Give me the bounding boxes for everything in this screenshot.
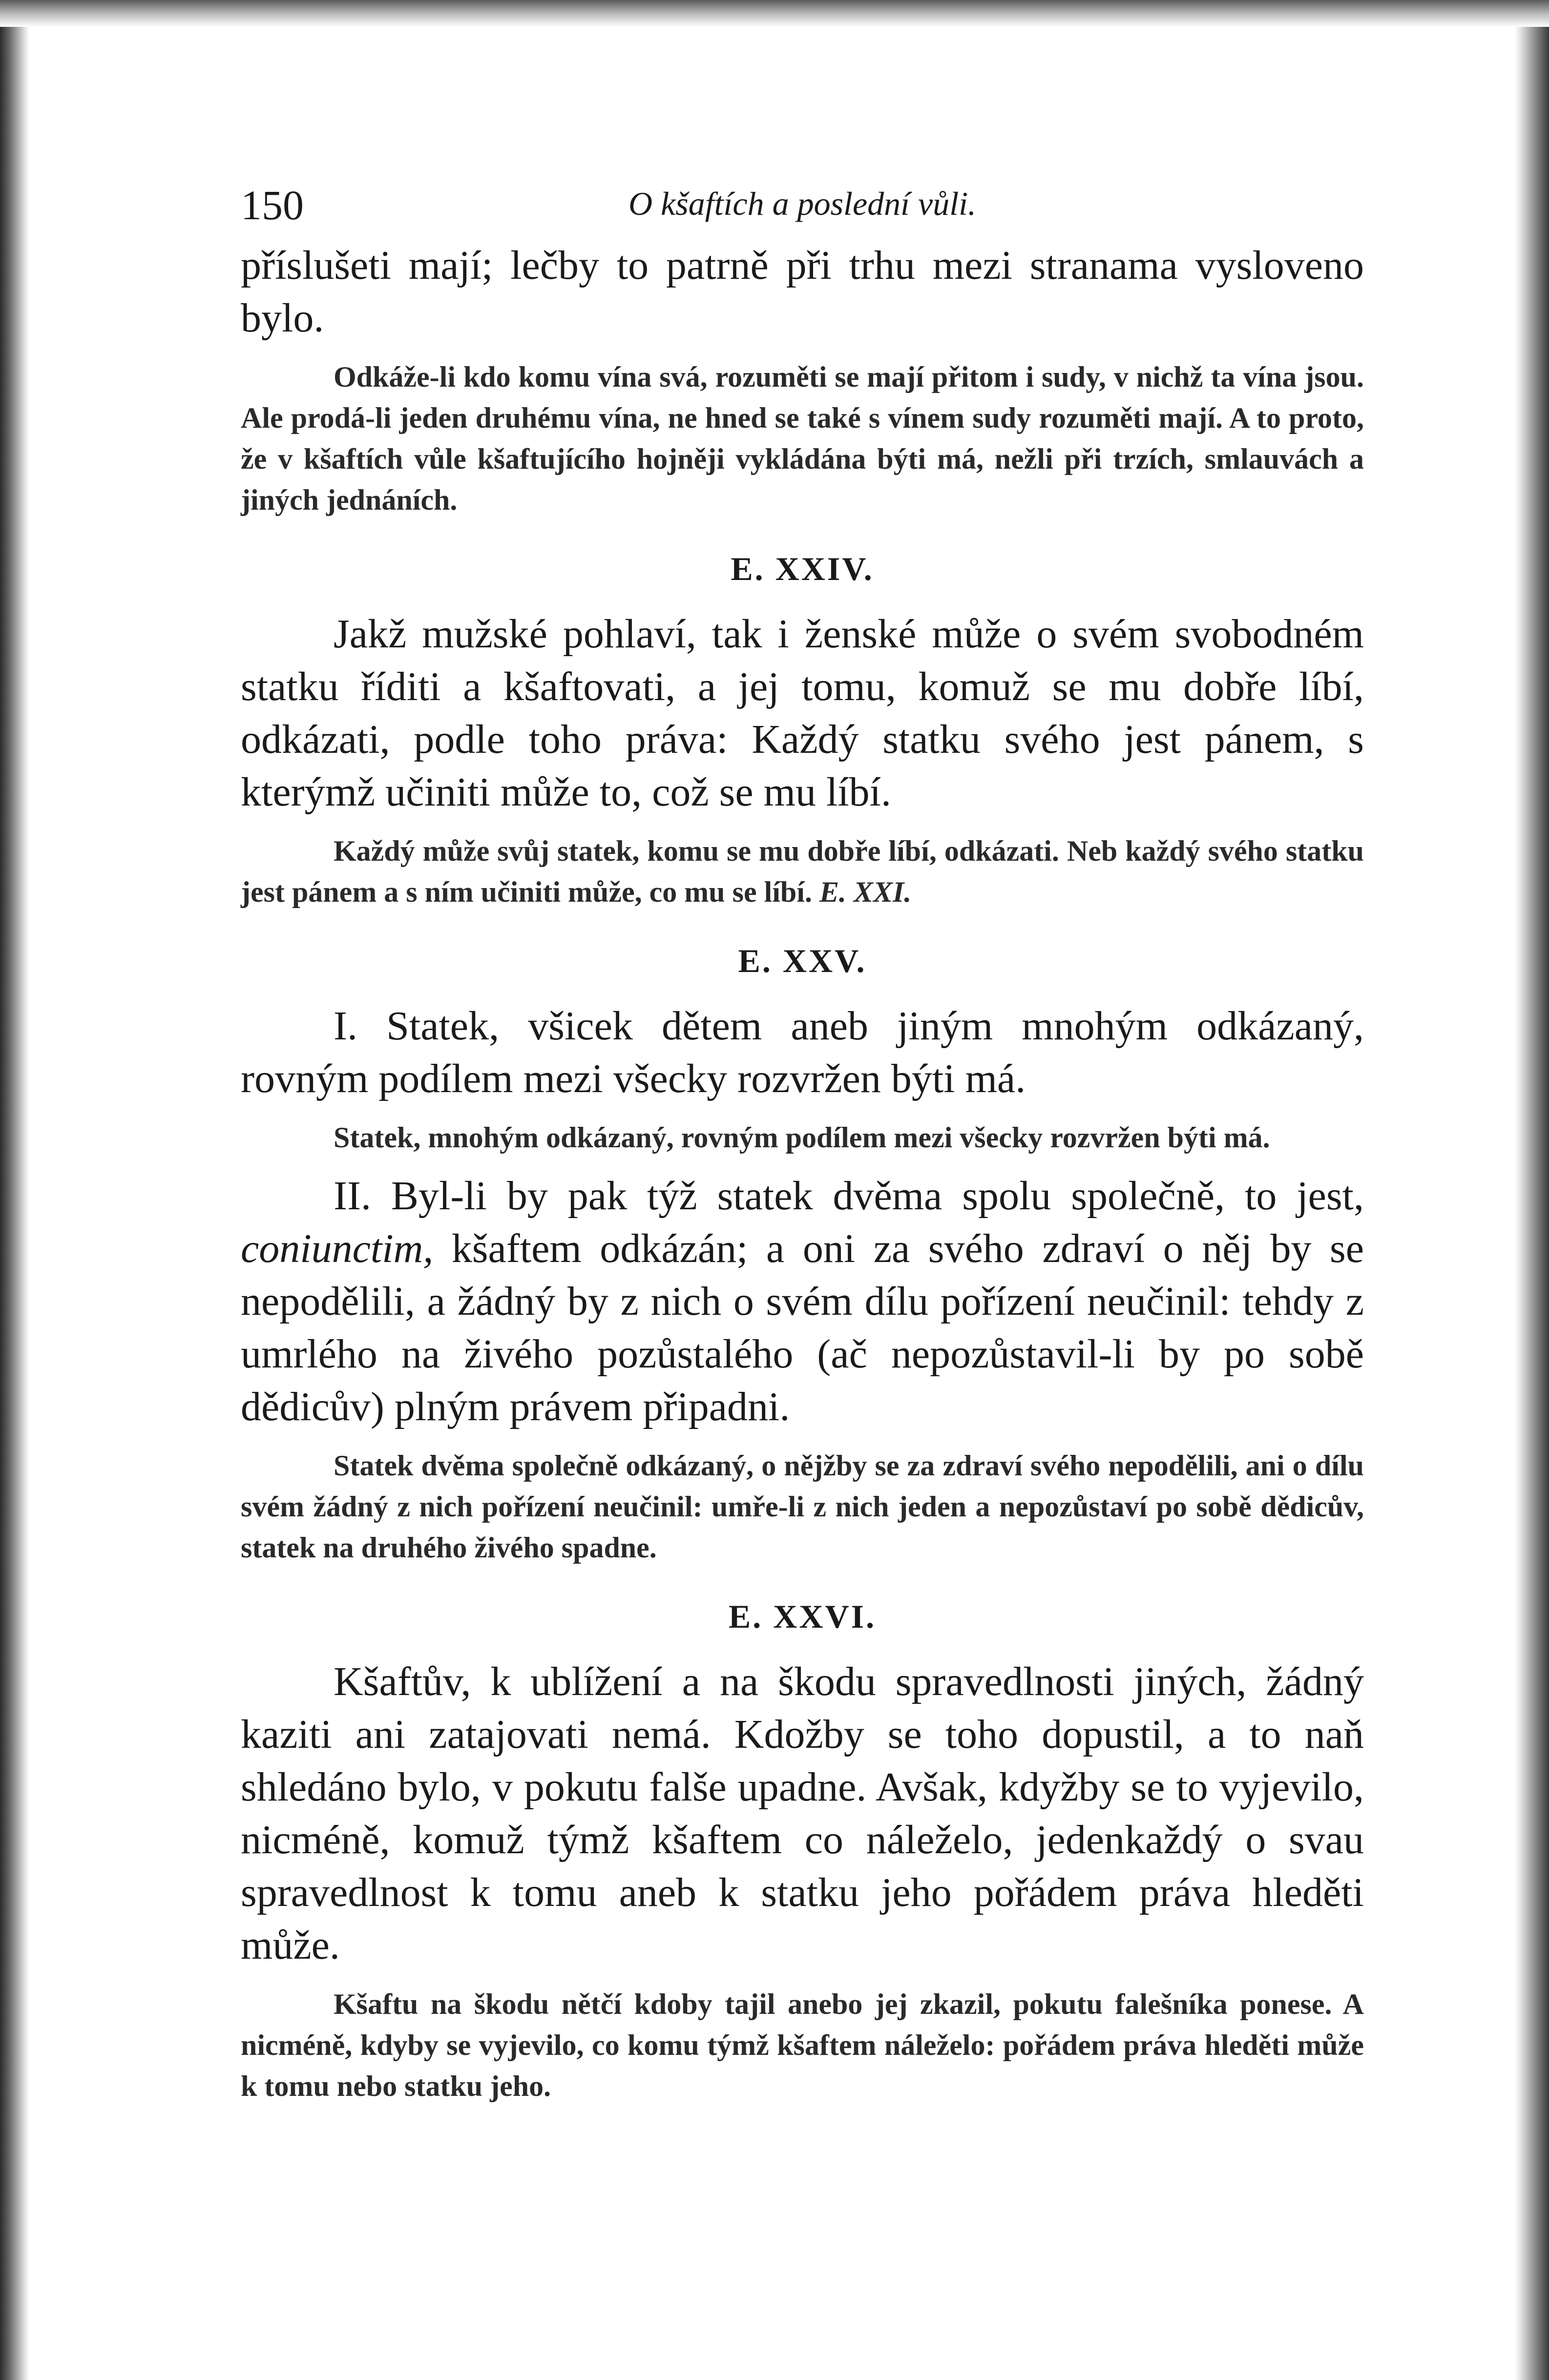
paragraph-continuation: příslušeti mají; lečby to patrně při trhu mezi stranama vysloveno bylo. bbox=[241, 243, 1364, 341]
page-shadow-right bbox=[1515, 0, 1549, 2380]
article-paragraph bbox=[241, 1170, 1364, 1433]
page-content bbox=[241, 181, 1364, 2107]
page-shadow-top bbox=[0, 0, 1549, 27]
cross-reference: E. XXI. bbox=[819, 876, 912, 908]
article-paragraph: Jakž mužské pohlaví, tak i ženské může o svém svobodném statku říditi a kšaftovati, a jej tomu, komuž se mu dobře líbí, odkázati, podle toho práva: Každý statku svého jest pánem, s kterýmž učiniti může to, což se mu líbí. bbox=[241, 611, 1364, 815]
article-text: kšaftem odkázán; a oni za svého zdraví o něj by se nepodělili, a žádný by z nich o svém dílu pořízení neučinil: tehdy z umrlého na živého pozůstalého (ač nepozůstavil-li by po sobě dědicův) plným právem připadni. bbox=[241, 1226, 1364, 1429]
article-paragraph: Kšaftův, k ublížení a na škodu spravedlnosti jiných, žádný kaziti ani zatajovati nemá. Kdožby se toho dopustil, a to naň shledáno bylo, v pokutu falše upadne. Avšak, kdyžby se to vyjevilo, nicméně, komuž týmž kšaftem co náleželo, jedenkaždý o svau spravedlnost k tomu aneb k statku jeho pořádem práva hleděti může. bbox=[241, 1659, 1364, 1968]
page-shadow-left bbox=[0, 0, 29, 2380]
latin-term: coniunctim, bbox=[241, 1226, 434, 1271]
commentary-text: Každý může svůj statek, komu se mu dobře líbí, odkázati. Neb každý svého statku jest pánem a s ním učiniti může, co mu se líbí. bbox=[241, 835, 1364, 908]
commentary-paragraph: Kšaftu na škodu nětčí kdoby tajil anebo jej zkazil, pokutu falešníka ponese. A nicméně, kdyby se vyjevilo, co komu týmž kšaftem náleželo: pořádem práva hleděti může k tomu nebo statku jeho. bbox=[241, 1988, 1364, 2102]
commentary-paragraph: Statek dvěma společně odkázaný, o nějžby se za zdraví svého nepodělili, ani o dílu svém žádný z nich pořízení neučinil: umře-li z nich jeden a nepozůstaví po sobě dědicův, statek na druhého živého spadne. bbox=[241, 1449, 1364, 1564]
article-paragraph: I. Statek, všicek dětem aneb jiným mnohým odkázaný, rovným podílem mezi všecky rozvržen býti má. bbox=[241, 1003, 1364, 1101]
page-header bbox=[241, 181, 1364, 239]
commentary-paragraph bbox=[241, 830, 1364, 912]
commentary-paragraph: Odkáže-li kdo komu vína svá, rozuměti se mají přitom i sudy, v nichž ta vína jsou. Ale prodá-li jeden druhému vína, ne hned se také s vínem sudy rozuměti mají. A to proto, že v kšaftích vůle kšaftujícího hojněji vykládána býti má, nežli při trzích, smlauvách a jiných jednáních. bbox=[241, 361, 1364, 516]
commentary-paragraph: Statek, mnohým odkázaný, rovným podílem mezi všecky rozvržen býti má. bbox=[334, 1121, 1270, 1154]
section-heading-xxvi: E. XXVI. bbox=[728, 1598, 877, 1635]
running-title: O kšaftích a poslední vůli. bbox=[628, 185, 976, 222]
section-heading-xxv: E. XXV. bbox=[738, 942, 867, 979]
article-text: II. Byl-li by pak týž statek dvěma spolu společně, to jest, bbox=[334, 1173, 1364, 1219]
page-number: 150 bbox=[241, 182, 304, 228]
section-heading-xxiv: E. XXIV. bbox=[731, 550, 874, 587]
